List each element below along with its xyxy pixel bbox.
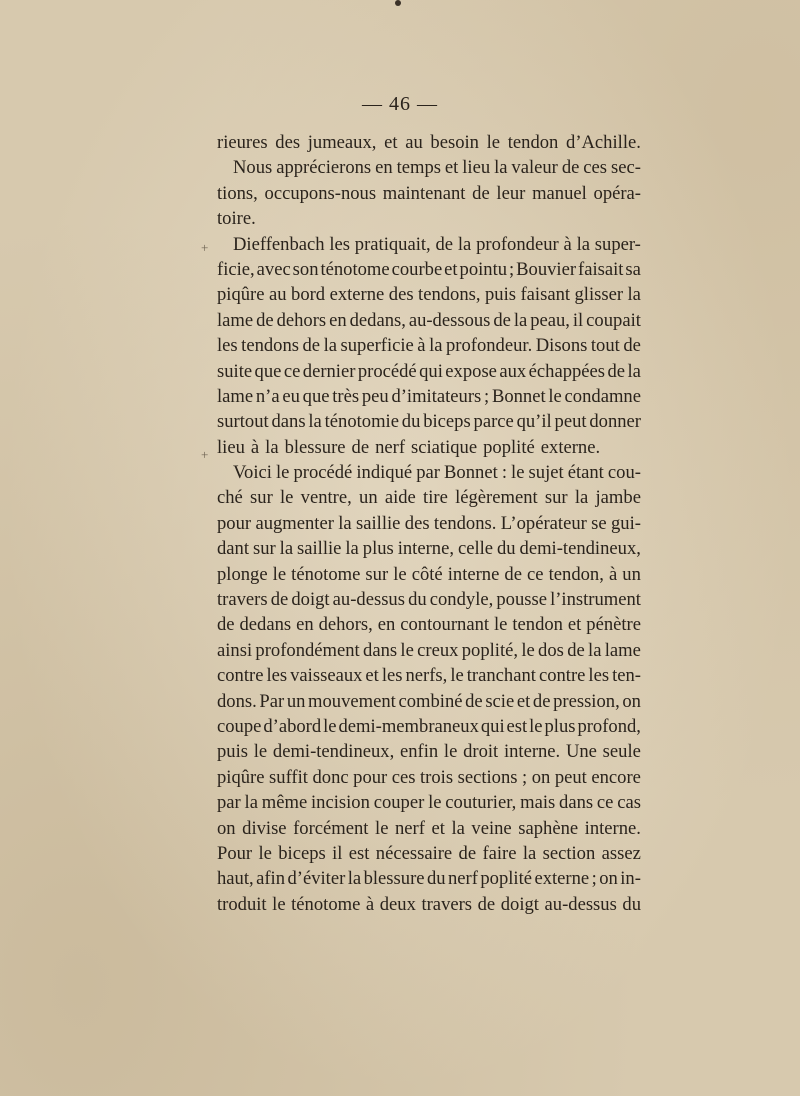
text-line: piqûre suffit donc pour ces trois sections ; on peut encore — [217, 766, 641, 788]
text-line: ainsi profondément dans le creux poplité, le dos de la lame — [217, 639, 641, 661]
text-line: Nous apprécierons en temps et lieu la valeur de ces sec- — [233, 157, 641, 179]
text-line: pour augmenter la saillie des tendons. L’opérateur se gui- — [217, 512, 641, 534]
text-line: surtout dans la ténotomie du biceps parce qu’il peut donner — [217, 411, 641, 433]
text-line: tions, occupons-nous maintenant de leur manuel opéra- — [217, 182, 641, 204]
text-line: dons. Par un mouvement combiné de scie et de pression, on — [217, 690, 641, 712]
text-line: lame n’a eu que très peu d’imitateurs ; Bonnet le condamne — [217, 385, 641, 407]
text-line: lame de dehors en dedans, au-dessous de la peau, il coupait — [217, 309, 641, 331]
text-line: toire. — [217, 208, 256, 230]
text-line: on divise forcément le nerf et la veine saphène interne. — [217, 817, 641, 839]
text-line: Voici le procédé indiqué par Bonnet : le sujet étant cou- — [233, 462, 641, 484]
text-line: puis le demi-tendineux, enfin le droit interne. Une seule — [217, 741, 641, 763]
page-number: — 46 — — [362, 93, 438, 115]
text-line: haut, afin d’éviter la blessure du nerf poplité externe ; on in- — [217, 868, 641, 890]
text-line: Dieffenbach les pratiquait, de la profondeur à la super- — [233, 233, 641, 255]
text-line: de dedans en dehors, en contournant le tendon et pénètre — [217, 614, 641, 636]
text-line: dant sur la saillie la plus interne, celle du demi-tendineux, — [217, 538, 641, 560]
text-line: lieu à la blessure de nerf sciatique poplité externe. — [217, 436, 601, 458]
text-line: travers de doigt au-dessus du condyle, pousse l’instrument — [217, 589, 641, 611]
text-line: contre les vaisseaux et les nerfs, le tranchant contre les ten- — [217, 665, 641, 687]
text-line: plonge le ténotome sur le côté interne de ce tendon, à un — [217, 563, 641, 585]
text-line: troduit le ténotome à deux travers de doigt au-dessus du — [217, 893, 641, 915]
text-line: Pour le biceps il est nécessaire de faire la section assez — [217, 842, 641, 864]
margin-mark: + — [201, 447, 209, 462]
text-line: rieures des jumeaux, et au besoin le tendon d’Achille. — [217, 132, 641, 153]
text-line: coupe d’abord le demi-membraneux qui est le plus profond, — [217, 715, 641, 737]
text-line: ché sur le ventre, un aide tire légèrement sur la jambe — [217, 487, 641, 509]
margin-mark: + — [201, 240, 209, 255]
text-line: les tendons de la superficie à la profondeur. Disons tout de — [217, 335, 641, 357]
text-line: suite que ce dernier procédé qui expose aux échappées de la — [217, 360, 641, 382]
body-text — [217, 130, 641, 917]
text-line: ficie, avec son ténotome courbe et pointu ; Bouvier faisait sa — [217, 258, 641, 280]
ink-speck — [395, 0, 401, 6]
text-line: par la même incision couper le couturier, mais dans ce cas — [217, 792, 641, 814]
text-line: piqûre au bord externe des tendons, puis faisant glisser la — [217, 284, 641, 306]
